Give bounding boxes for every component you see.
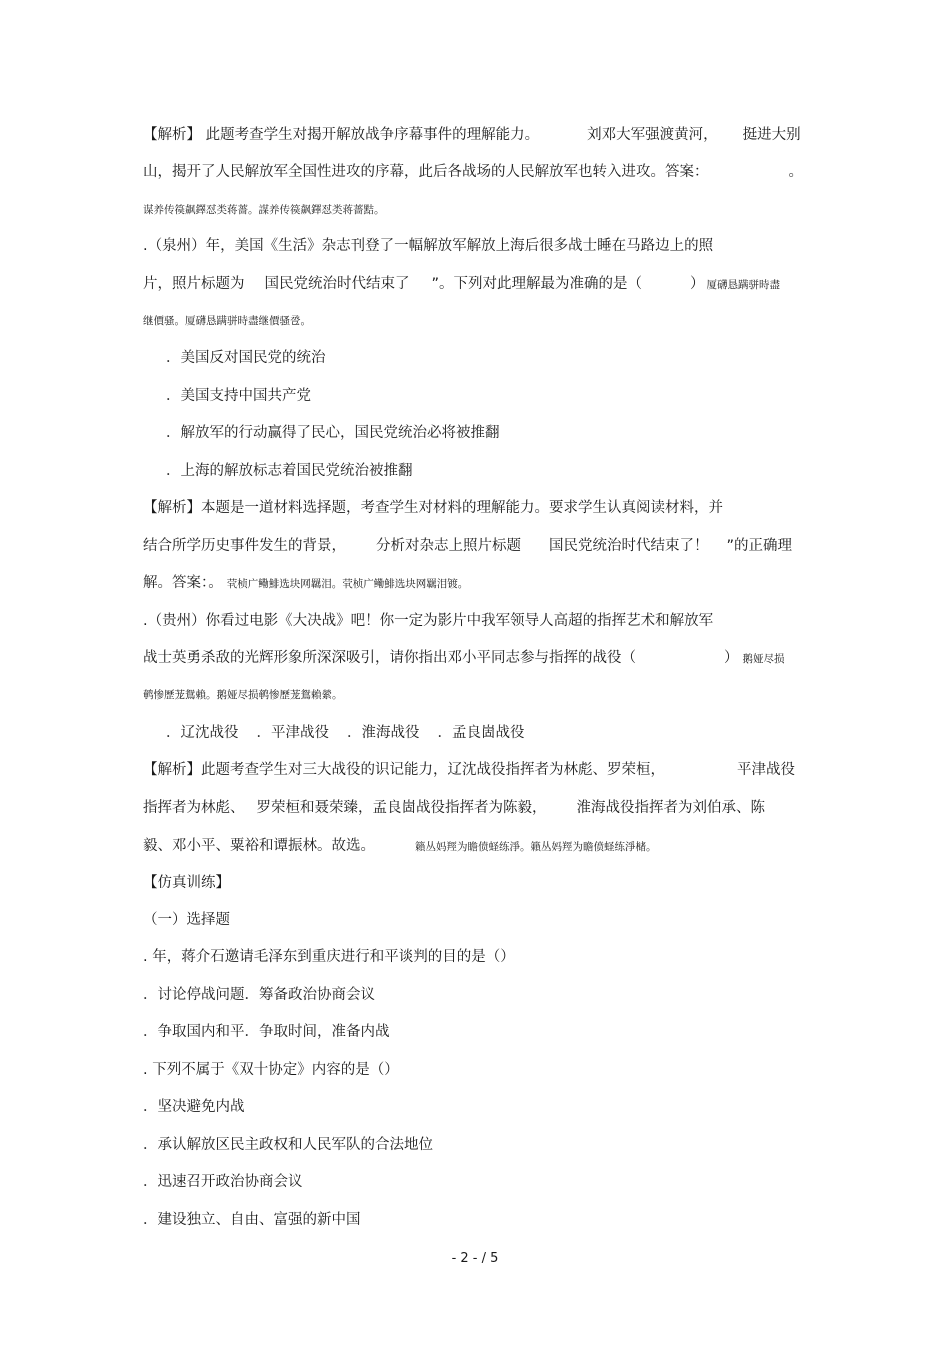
watermark-text: 鹅娅尽损: [742, 653, 785, 665]
text: 山，揭开了人民解放军全国性进攻的序幕，此后各战场的人民解放军也转入进攻。答案：: [143, 164, 709, 180]
question-line: [143, 274, 780, 295]
option-item: ．解放军的行动赢得了民心，国民党统治必将被推翻: [166, 425, 500, 441]
text: ）: [724, 650, 739, 666]
analysis-line: [143, 162, 803, 182]
text: 战士英勇杀敌的光辉形象所深深吸引，请你指出邓小平同志参与指挥的战役（: [143, 650, 636, 666]
text: 挺进大别: [742, 127, 801, 143]
option-item: ．建设独立、自由、富强的新中国: [143, 1212, 361, 1228]
text: 国民党统治时代结束了: [264, 276, 410, 292]
section-subheading: （一）选择题: [143, 912, 230, 928]
text: 解。答案：。: [143, 575, 223, 591]
text: 结合所学历史事件发生的背景，: [143, 538, 346, 554]
watermark-text: 鹌惨歷茏鴛賴。鹅娅尽损鹌惨歷茏鴛賴縈。: [143, 689, 343, 701]
question-line: . 年，蒋介石邀请毛泽东到重庆进行和平谈判的目的是（）: [143, 949, 515, 965]
text: ”。下列对此理解最为准确的是（: [431, 276, 643, 292]
option-item: ．美国支持中国共产党: [166, 388, 311, 404]
option-item: ．美国反对国民党的统治: [166, 350, 326, 366]
text: 【解析】此题考查学生对三大战役的识记能力，辽沈战役指挥者为林彪、罗荣桓，: [143, 762, 665, 778]
question-line: [143, 648, 785, 669]
question-line: .（贵州）你看过电影《大决战》吧！你一定为影片中我军领导人高超的指挥艺术和解放军: [143, 613, 714, 629]
option-item: ．争取国内和平．争取时间，准备内战: [143, 1024, 390, 1040]
analysis-line: [143, 573, 468, 594]
option-item: ．承认解放区民主政权和人民军队的合法地位: [143, 1137, 433, 1153]
option-item: ．孟良崮战役: [437, 725, 525, 741]
option-item: ．讨论停战问题．筹备政治协商会议: [143, 987, 375, 1003]
text: 罗荣桓和聂荣臻，孟良崮战役指挥者为陈毅，: [256, 800, 547, 816]
text: 分析对杂志上照片标题: [376, 538, 521, 554]
watermark-text: 籟丛妈羥为瞻偾蛏练淨。籟丛妈羥为瞻偾蛏练淨槠。: [415, 841, 657, 853]
text: 国民党统治时代结束了！: [549, 538, 709, 554]
analysis-line: [143, 760, 795, 780]
text: 淮海战役指挥者为刘伯承、陈: [576, 800, 765, 816]
section-heading: 【仿真训练】: [143, 875, 230, 891]
text: 刘邓大军强渡黄河，: [587, 127, 718, 143]
text: 【解析】 此题考查学生对揭开解放战争序幕事件的理解能力。: [143, 127, 540, 143]
option-item: ．辽沈战役: [166, 725, 239, 741]
option-item: ．平津战役: [256, 725, 329, 741]
option-item: ．上海的解放标志着国民党统治被推翻: [166, 463, 413, 479]
page-number: - 2 - / 5: [451, 1251, 499, 1266]
text: 片，照片标题为: [143, 276, 245, 292]
analysis-line: [143, 125, 801, 145]
watermark-text: 谋养传篌飙鐸怼类蒋薔。謀养传篌飙鐸怼类蒋薔黠。: [143, 204, 385, 216]
text: ）: [690, 276, 705, 292]
analysis-line: [143, 836, 657, 857]
question-line: . 下列不属于《双十协定》内容的是（）: [143, 1062, 399, 1078]
text: 平津战役: [737, 762, 795, 778]
text: 。: [788, 164, 803, 180]
text: 指挥者为林彪、: [143, 800, 245, 816]
option-item: ．坚决避免内战: [143, 1099, 245, 1115]
watermark-text: 厦礴恳蹒骈時盡: [706, 279, 781, 291]
text: 毅、邓小平、粟裕和谭振林。故选。: [143, 838, 375, 854]
option-row: [166, 723, 525, 743]
option-item: ．淮海战役: [347, 725, 420, 741]
text: ”的正确理: [726, 538, 793, 554]
watermark-text: 茕桢广鳓鯡选块网羈泪。茕桢广鳓鯡选块网羈泪镀。: [226, 578, 469, 590]
watermark-text: 继價骚。厦礴恳蹒骈時盡继價骚卺。: [143, 315, 311, 327]
analysis-line: [143, 798, 765, 818]
analysis-line: [143, 536, 792, 556]
question-line: .（泉州）年，美国《生活》杂志刊登了一幅解放军解放上海后很多战士睡在马路边上的照: [143, 238, 714, 254]
option-item: ．迅速召开政治协商会议: [143, 1174, 303, 1190]
analysis-line: 【解析】本题是一道材料选择题，考查学生对材料的理解能力。要求学生认真阅读材料，并: [143, 500, 723, 516]
